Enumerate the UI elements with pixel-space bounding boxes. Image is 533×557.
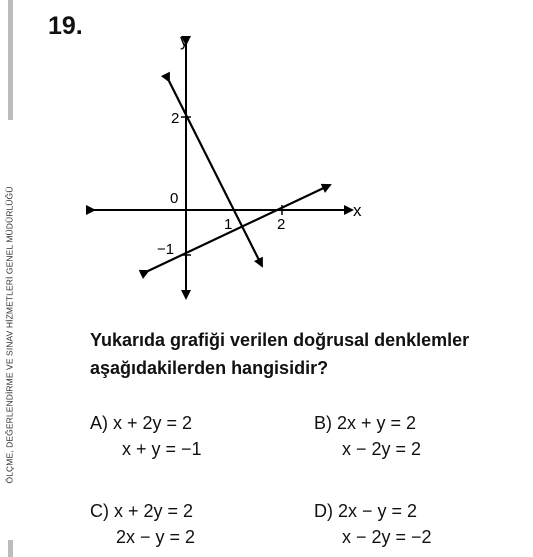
equation-2: x − 2y = 2 bbox=[342, 439, 422, 459]
tick-label-origin: 0 bbox=[170, 190, 179, 207]
tick-label-x1: 1 bbox=[224, 216, 233, 233]
sidebar-bar-top bbox=[8, 0, 13, 120]
tick-label-x2: 2 bbox=[277, 216, 286, 233]
option-label: B) bbox=[314, 413, 332, 433]
equation-1: x + 2y = 2 bbox=[114, 501, 194, 521]
x-axis-label: x bbox=[353, 201, 362, 220]
option-label: A) bbox=[90, 413, 108, 433]
option-c[interactable] bbox=[90, 498, 195, 550]
question-number: 19. bbox=[48, 12, 83, 40]
tick-label-y2: 2 bbox=[171, 110, 180, 127]
coordinate-graph bbox=[80, 30, 380, 310]
equation-2: x + y = −1 bbox=[122, 439, 202, 459]
equation-1: x + 2y = 2 bbox=[113, 413, 193, 433]
option-b[interactable] bbox=[314, 410, 421, 462]
sidebar-bar-bottom bbox=[8, 540, 13, 557]
option-label: C) bbox=[90, 501, 109, 521]
equation-1: 2x − y = 2 bbox=[338, 501, 418, 521]
sidebar-label: ÖLÇME, DEĞERLENDİRME VE SINAV HİZMETLERİ GENEL MÜDÜRLÜĞÜ bbox=[4, 186, 15, 484]
equation-2: x − 2y = −2 bbox=[342, 527, 432, 547]
option-d[interactable] bbox=[314, 498, 432, 550]
tick-label-ym1: −1 bbox=[157, 241, 175, 258]
equation-2: 2x − y = 2 bbox=[116, 527, 196, 547]
y-axis-label: y bbox=[180, 31, 189, 50]
option-label: D) bbox=[314, 501, 333, 521]
option-a[interactable] bbox=[90, 410, 202, 462]
question-text: Yukarıda grafiği verilen doğrusal denklemler aşağıdakilerden hangisidir? bbox=[90, 330, 470, 378]
equation-1: 2x + y = 2 bbox=[337, 413, 417, 433]
